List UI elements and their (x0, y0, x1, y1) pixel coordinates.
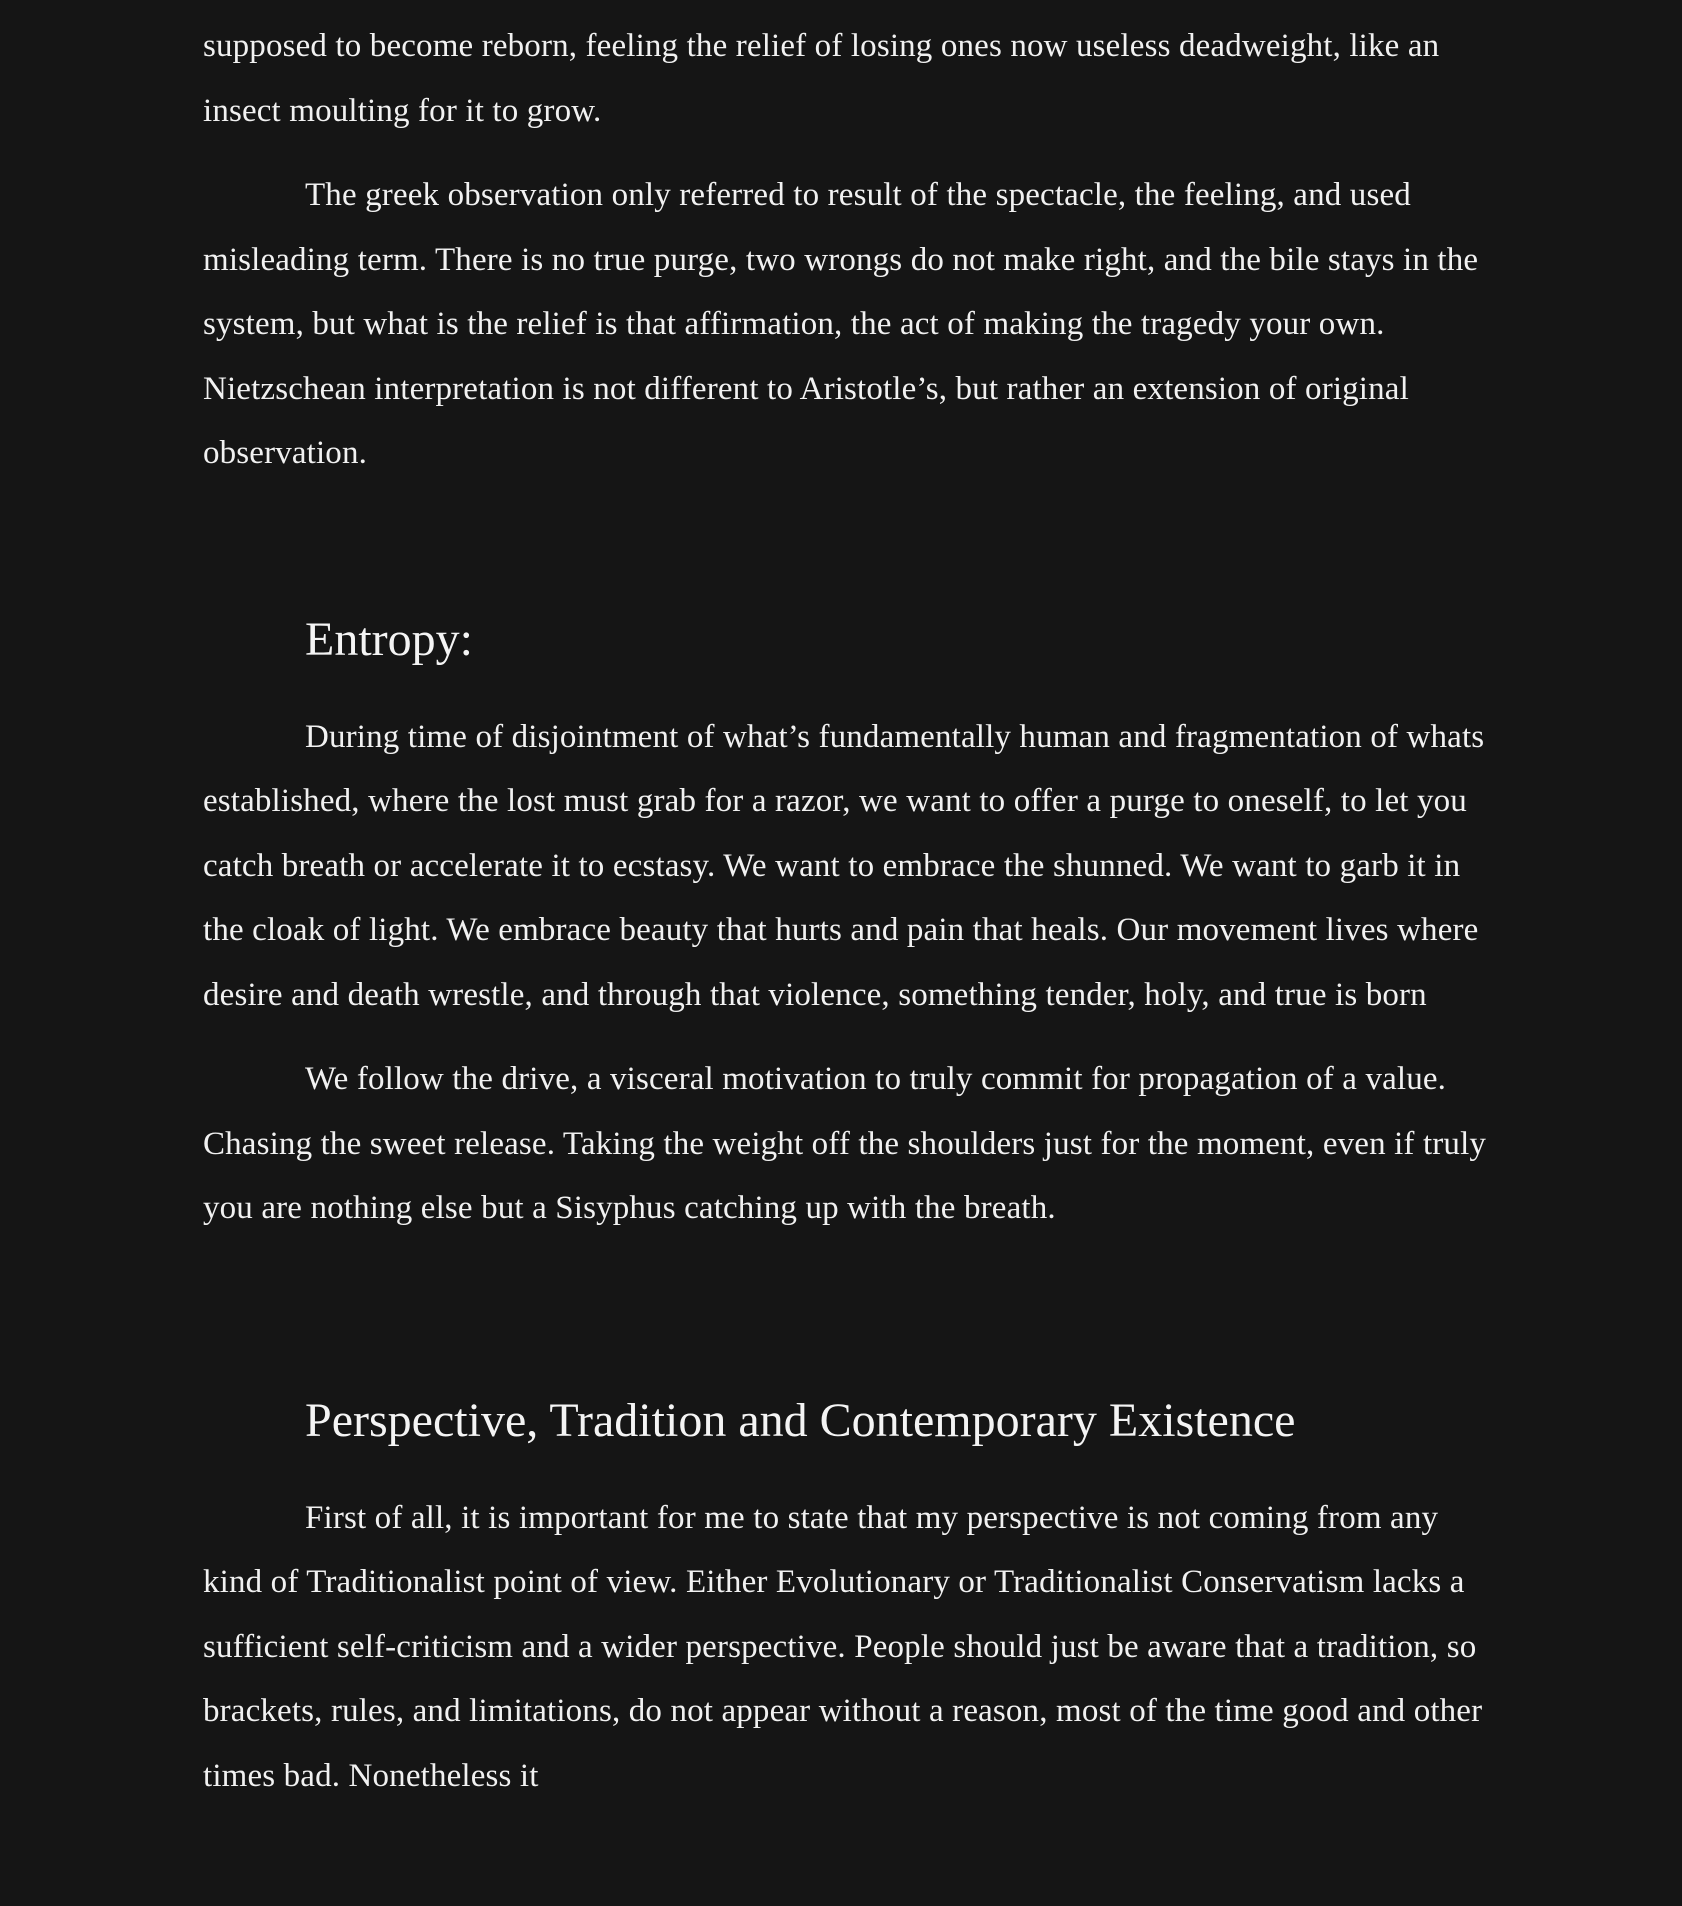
paragraph: First of all, it is important for me to state that my perspective is not coming from any kind of Traditionalist point of view. Either Evolutionary or Traditionalist Conservatism lacks a sufficient self-criticism and a wider perspective. People should just be aware that a tradition, so brackets, rules, and limitations, do not appear without a reason, most of the time good and other times bad. Nonetheless it (203, 1499, 1483, 1794)
section-heading-perspective: Perspective, Tradition and Contemporary Existence (305, 1393, 1296, 1447)
paragraph-continued: supposed to become reborn, feeling the relief of losing ones now useless deadweight, like an insect moulting for it to grow. (203, 28, 1440, 129)
article-body (203, 14, 1493, 1828)
paragraph: The greek observation only referred to result of the spectacle, the feeling, and used misleading term. There is no true purge, two wrongs do not make right, and the bile stays in the system, but what is the relief is that affirmation, the act of making the tragedy your own. Nietzschean interpretation is not different to Aristotle’s, but rather an extension of original observation. (203, 177, 1479, 471)
section-heading-entropy: Entropy: (305, 612, 473, 666)
paragraph: We follow the drive, a visceral motivation to truly commit for propagation of a value. Chasing the sweet release. Taking the weight off the shoulders just for the moment, even if truly you are nothing else but a Sisyphus catching up with the breath. (203, 1061, 1487, 1226)
paragraph: During time of disjointment of what’s fundamentally human and fragmentation of whats established, where the lost must grab for a razor, we want to offer a purge to oneself, to let you catch breath or accelerate it to ecstasy. We want to embrace the shunned. We want to garb it in the cloak of light. We embrace beauty that hurts and pain that heals. Our movement lives where desire and death wrestle, and through that violence, something tender, holy, and true is born (203, 718, 1485, 1013)
